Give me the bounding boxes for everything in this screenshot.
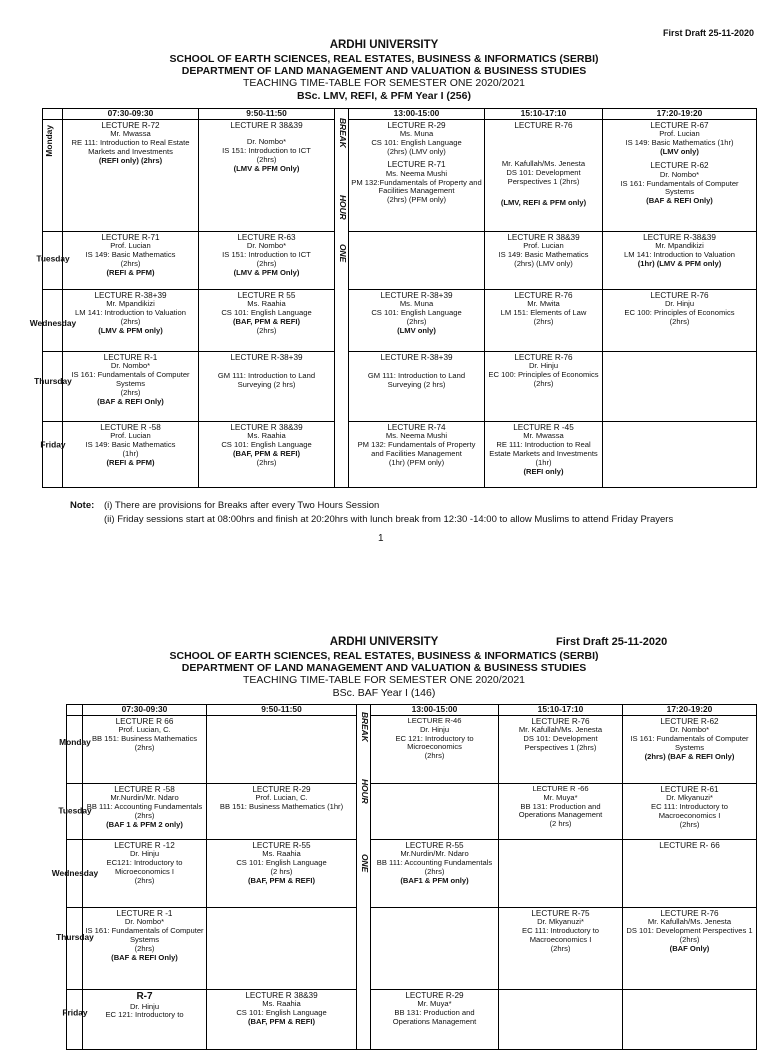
timetable-table	[29, 108, 757, 488]
friday-row	[67, 989, 757, 1049]
friday-slot-2: LECTURE R 38&39 Ms. Raahia CS 101: English Language (BAF, PFM & REFI)	[207, 989, 357, 1049]
time-slot-4: 15:10-17:10	[499, 705, 623, 716]
tuesday-row	[67, 783, 757, 839]
monday-row	[67, 715, 757, 783]
wednesday-slot-5: LECTURE R- 66	[623, 839, 757, 907]
tuesday-slot-2: LECTURE R-29 Prof. Lucian, C. BB 151: Business Mathematics (1hr)	[207, 783, 357, 839]
break-word: BREAK	[359, 712, 370, 742]
break-word: BREAK	[337, 118, 348, 148]
corner-cell	[67, 705, 83, 716]
page-number: 1	[378, 533, 384, 544]
timetable-page-2	[0, 632, 768, 1027]
wednesday-slot-4: LECTURE R-76 Mr. Mwita LM 151: Elements of Law (2hrs)	[485, 289, 603, 351]
friday-slot-3: LECTURE R-29 Mr. Muya* BB 131: Production and Operations Management	[371, 989, 499, 1049]
thursday-slot-5	[603, 351, 757, 421]
time-slot-1: 07:30-09:30	[83, 705, 207, 716]
monday-slot-3: LECTURE R-29 Ms. Muna CS 101: English Language (2hrs) (LMV only) LECTURE R-71 Ms. Neema Mushi PM 132:Fundamentals of Property and Facilities Management (2hrs) (PFM only)	[349, 119, 485, 231]
time-slot-3: 13:00-15:00	[371, 705, 499, 716]
thursday-slot-2: LECTURE R-38+39 GM 111: Introduction to Land Surveying (2 hrs)	[199, 351, 335, 421]
tuesday-slot-1: LECTURE R-71 Prof. Lucian IS 149: Basic Mathematics (2hrs) (REFI & PFM)	[63, 231, 199, 289]
day-label-friday: Friday	[43, 421, 63, 487]
friday-slot-5	[623, 989, 757, 1049]
friday-slot-1: R-7 Dr. Hinju EC 121: Introductory to	[83, 989, 207, 1049]
tuesday-slot-2: LECTURE R-63 Dr. Nombo* IS 151: Introduction to ICT (2hrs) (LMV & PFM Only)	[199, 231, 335, 289]
lunch-break-column	[335, 109, 349, 488]
friday-slot-4: LECTURE R -45 Mr. Mwassa RE 111: Introduction to Real Estate Markets and Investments (1hr) (REFI only)	[485, 421, 603, 487]
tuesday-slot-3	[349, 231, 485, 289]
friday-slot-4	[499, 989, 623, 1049]
wednesday-slot-4	[499, 839, 623, 907]
page-header	[0, 39, 768, 102]
draft-label: First Draft 25-11-2020	[556, 636, 668, 648]
monday-slot-5: LECTURE R-67 Prof. Lucian IS 149: Basic Mathematics (1hr) (LMV only) LECTURE R-62 Dr. Nombo* IS 161: Fundamentals of Computer Systems (BAF & REFI Only)	[603, 119, 757, 231]
timetable-table	[51, 704, 757, 1050]
tuesday-slot-1: LECTURE R -58 Mr.Nurdin/Mr. Ndaro BB 111: Accounting Fundamentals (2hrs) (BAF 1 & PFM 2 only)	[83, 783, 207, 839]
day-label-friday: Friday	[67, 989, 83, 1049]
thursday-slot-1: LECTURE R -1 Dr. Nombo* IS 161: Fundamentals of Computer Systems (2hrs) (BAF & REFI Only)	[83, 907, 207, 989]
monday-row	[43, 119, 757, 231]
friday-slot-5	[603, 421, 757, 487]
day-label-thursday: Thursday	[67, 907, 83, 989]
note-1: (i) There are provisions for Breaks after every Two Hours Session	[104, 500, 380, 511]
wednesday-slot-5: LECTURE R-76 Dr. Hinju EC 100: Principles of Economics (2hrs)	[603, 289, 757, 351]
thursday-slot-5: LECTURE R-76 Mr. Kafullah/Ms. Jenesta DS 101: Development Perspectives 1 (2hrs) (BAF Only)	[623, 907, 757, 989]
friday-slot-3: LECTURE R-74 Ms. Neema Mushi PM 132: Fundamentals of Property and Facilities Management (1hr) (PFM only)	[349, 421, 485, 487]
department-name: DEPARTMENT OF LAND MANAGEMENT AND VALUATION & BUSINESS STUDIES	[181, 661, 587, 674]
notes-section	[70, 500, 760, 525]
corner-cell	[43, 109, 63, 120]
day-label-tuesday: Tuesday	[43, 231, 63, 289]
note-label: Note:	[70, 500, 95, 511]
friday-slot-1: LECTURE R -58 Prof. Lucian IS 149: Basic Mathematics (1hr) (REFI & PFM)	[63, 421, 199, 487]
school-name: SCHOOL OF EARTH SCIENCES, REAL ESTATES, BUSINESS & INFORMATICS (SERBI)	[169, 52, 599, 65]
draft-label: First Draft 25-11-2020	[662, 28, 754, 38]
thursday-slot-3: LECTURE R-38+39 GM 111: Introduction to Land Surveying (2 hrs)	[349, 351, 485, 421]
one-word: ONE	[337, 244, 348, 263]
monday-slot-2: LECTURE R 38&39 Dr. Nombo* IS 151: Introduction to ICT (2hrs) (LMV & PFM Only)	[199, 119, 335, 231]
timetable-title: TEACHING TIME-TABLE FOR SEMESTER ONE 2020/2021	[242, 674, 526, 687]
tuesday-row	[43, 231, 757, 289]
day-label-thursday: Thursday	[43, 351, 63, 421]
tuesday-slot-4: LECTURE R -66 Mr. Muya* BB 131: Production and Operations Management (2 hrs)	[499, 783, 623, 839]
department-name: DEPARTMENT OF LAND MANAGEMENT AND VALUATION & BUSINESS STUDIES	[181, 64, 587, 77]
wednesday-slot-1: LECTURE R -12 Dr. Hinju EC121: Introductory to Microeconomics I (2hrs)	[83, 839, 207, 907]
wednesday-row	[67, 839, 757, 907]
tuesday-slot-5: LECTURE R-61 Dr. Mkyanuzi* EC 111: Introductory to Macroeconomics I (2hrs)	[623, 783, 757, 839]
wednesday-slot-3: LECTURE R-55 Mr.Nurdin/Mr. Ndaro BB 111: Accounting Fundamentals (2hrs) (BAF1 & PFM only)	[371, 839, 499, 907]
timetable-title: TEACHING TIME-TABLE FOR SEMESTER ONE 2020/2021	[242, 77, 526, 90]
time-header-row	[67, 705, 757, 716]
monday-slot-1: LECTURE R 66 Prof. Lucian, C. BB 151: Business Mathematics (2hrs)	[83, 715, 207, 783]
day-label-monday: Monday	[43, 119, 63, 231]
thursday-row	[67, 907, 757, 989]
wednesday-slot-2: LECTURE R-55 Ms. Raahia CS 101: English Language (2 hrs) (BAF, PFM & REFI)	[207, 839, 357, 907]
wednesday-row	[43, 289, 757, 351]
time-slot-1: 07:30-09:30	[63, 109, 199, 120]
time-slot-2: 9:50-11:50	[207, 705, 357, 716]
thursday-slot-4: LECTURE R-76 Dr. Hinju EC 100: Principles of Economics (2hrs)	[485, 351, 603, 421]
school-name: SCHOOL OF EARTH SCIENCES, REAL ESTATES, BUSINESS & INFORMATICS (SERBI)	[169, 649, 599, 662]
page-header	[0, 636, 768, 699]
wednesday-slot-2: LECTURE R 55 Ms. Raahia CS 101: English Language (BAF, PFM & REFI) (2hrs)	[199, 289, 335, 351]
time-slot-2: 9:50-11:50	[199, 109, 335, 120]
university-name: ARDHI UNIVERSITY	[329, 39, 439, 51]
tuesday-slot-4: LECTURE R 38&39 Prof. Lucian IS 149: Basic Mathematics (2hrs) (LMV only)	[485, 231, 603, 289]
friday-row	[43, 421, 757, 487]
hour-word: HOUR	[337, 194, 348, 220]
friday-slot-2: LECTURE R 38&39 Ms. Raahia CS 101: English Language (BAF, PFM & REFI) (2hrs)	[199, 421, 335, 487]
monday-slot-4: LECTURE R-76 Mr. Kafullah/Ms. Jenesta DS 101: Development Perspectives 1 (2hrs)	[499, 715, 623, 783]
thursday-slot-3	[371, 907, 499, 989]
monday-slot-3: LECTURE R-46 Dr. Hinju EC 121: Introductory to Microeconomics (2hrs)	[371, 715, 499, 783]
time-slot-4: 15:10-17:10	[485, 109, 603, 120]
thursday-slot-4: LECTURE R-75 Dr. Mkyanuzi* EC 111: Introductory to Macroeconomics I (2hrs)	[499, 907, 623, 989]
time-slot-3: 13:00-15:00	[349, 109, 485, 120]
tuesday-slot-5: LECTURE R-38&39 Mr. Mpandikizi LM 141: Introduction to Valuation (1hr) (LMV & PFM only)	[603, 231, 757, 289]
lunch-break-column	[357, 705, 371, 1050]
time-slot-5: 17:20-19:20	[603, 109, 757, 120]
time-slot-5: 17:20-19:20	[623, 705, 757, 716]
wednesday-slot-3: LECTURE R-38+39 Ms. Muna CS 101: English Language (2hrs) (LMV only)	[349, 289, 485, 351]
hour-word: HOUR	[359, 778, 370, 804]
thursday-slot-2	[207, 907, 357, 989]
day-label-wednesday: Wednesday	[67, 839, 83, 907]
monday-slot-4: LECTURE R-76 Mr. Kafullah/Ms. Jenesta DS 101: Development Perspectives 1 (2hrs) (LMV, REFI & PFM only)	[485, 119, 603, 231]
thursday-slot-1: LECTURE R-1 Dr. Nombo* IS 161: Fundamentals of Computer Systems (2hrs) (BAF & REFI Only)	[63, 351, 199, 421]
wednesday-slot-1: LECTURE R-38+39 Mr. Mpandikizi LM 141: Introduction to Valuation (2hrs) (LMV & PFM only)	[63, 289, 199, 351]
programme-title: BSc. BAF Year I (146)	[332, 686, 436, 699]
programme-title: BSc. LMV, REFI, & PFM Year I (256)	[297, 89, 471, 102]
monday-slot-5: LECTURE R-62 Dr. Nombo* IS 161: Fundamentals of Computer Systems (2hrs) (BAF & REFI Only)	[623, 715, 757, 783]
day-label-tuesday: Tuesday	[67, 783, 83, 839]
tuesday-slot-3	[371, 783, 499, 839]
university-name: ARDHI UNIVERSITY First Draft 25-11-2020	[329, 636, 668, 648]
monday-slot-2	[207, 715, 357, 783]
day-label-wednesday: Wednesday	[43, 289, 63, 351]
one-word: ONE	[359, 854, 370, 873]
note-2: (ii) Friday sessions start at 08:00hrs and finish at 20:20hrs with lunch break from 12:30 -14:00 to allow Muslims to attend Friday Prayers	[104, 514, 674, 525]
thursday-row	[43, 351, 757, 421]
day-label-monday: Monday	[67, 715, 83, 783]
monday-slot-1: LECTURE R-72 Mr. Mwassa RE 111: Introduction to Real Estate Markets and Investments (REFI only) (2hrs)	[63, 119, 199, 231]
time-header-row	[43, 109, 757, 120]
